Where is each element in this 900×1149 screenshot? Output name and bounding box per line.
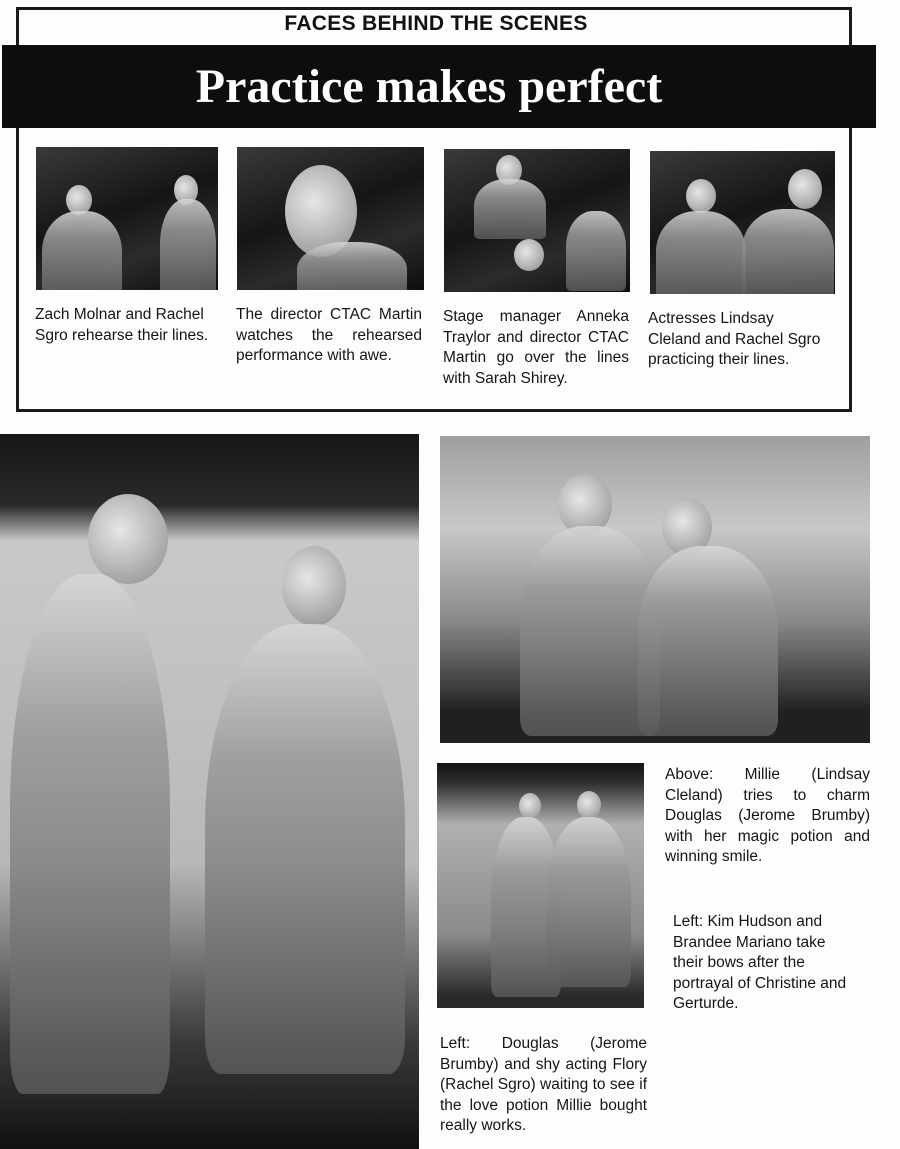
caption-stage-manager: Stage manager Anneka Traylor and director CTAC Martin go over the lines with Sarah Shirey. (443, 308, 629, 387)
photo-actresses-practicing (650, 151, 835, 294)
photo-rehearse-lines (36, 147, 218, 290)
caption-kim-brandee: Left: Kim Hudson and Brandee Mariano take their bows after the portrayal of Christine and Gerturde. (673, 913, 847, 1012)
title-banner (2, 45, 876, 128)
photo-millie-douglas-couch (440, 436, 870, 743)
page-title: Practice makes perfect (195, 60, 663, 113)
caption-millie-douglas: Above: Millie (Lindsay Cleland) tries to charm Douglas (Jerome Brumby) with her magic potion and winning smile. (665, 766, 870, 865)
section-kicker: FACES BEHIND THE SCENES (284, 12, 588, 35)
caption-director-watching: The director CTAC Martin watches the rehearsed performance with awe. (236, 306, 422, 364)
caption-actresses-practicing: Actresses Lindsay Cleland and Rachel Sgro practicing their lines. (648, 310, 821, 368)
photo-douglas-flory-stage (0, 434, 419, 1149)
photo-director-watching (237, 147, 424, 290)
photo-bows-christine-gerturde (437, 763, 644, 1008)
photo-stage-manager (444, 149, 630, 292)
caption-rehearse-lines: Zach Molnar and Rachel Sgro rehearse their lines. (35, 306, 209, 344)
caption-douglas-flory: Left: Douglas (Jerome Brumby) and shy acting Flory (Rachel Sgro) waiting to see if the love potion Millie bought really works. (440, 1035, 647, 1134)
